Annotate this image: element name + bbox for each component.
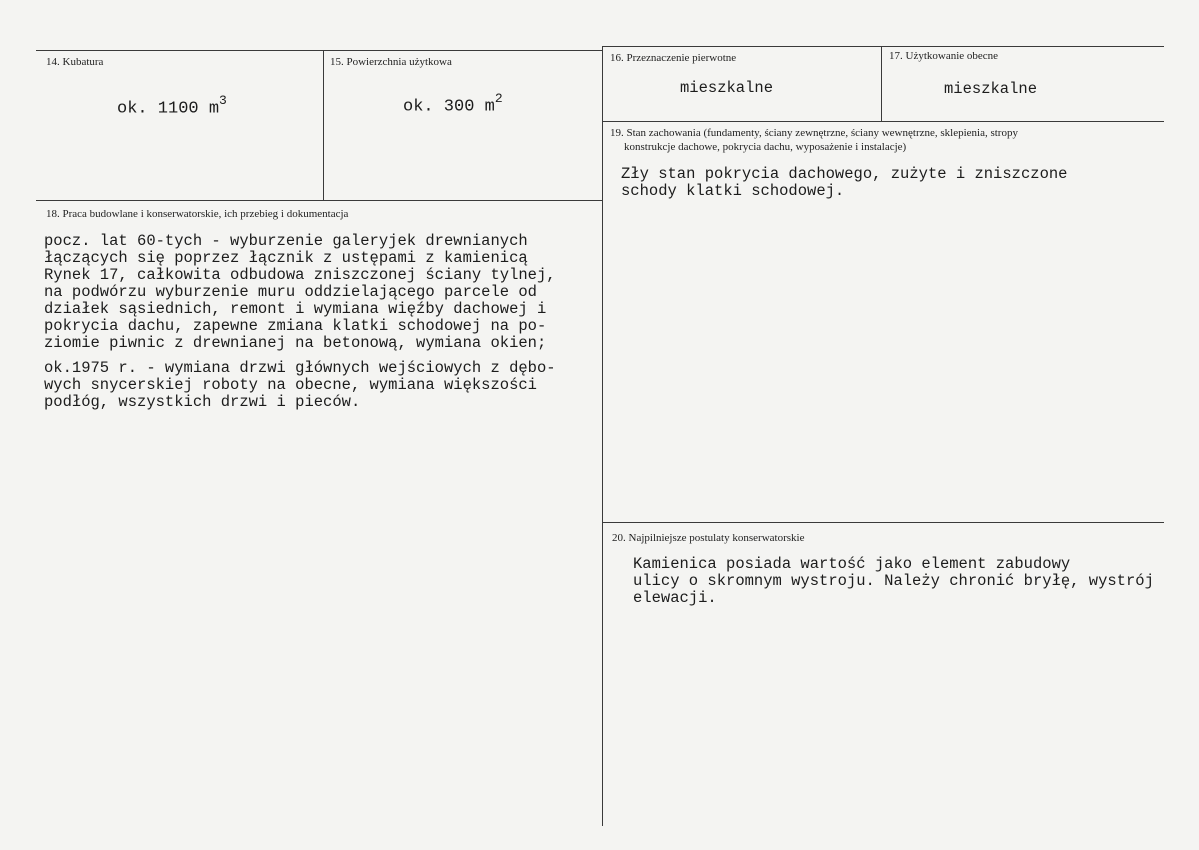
- prace-line-9: wych snycerskiej roboty na obecne, wymiana większości: [44, 376, 537, 394]
- uzytkowanie-label: 17. Użytkowanie obecne: [889, 50, 999, 62]
- prace-line-8: ok.1975 r. - wymiana drzwi głównych wejściowych z dębo-: [44, 359, 556, 377]
- top-rule-right: [602, 46, 1164, 47]
- stan-zachowania-line-2: schody klatki schodowej.: [621, 182, 845, 200]
- prace-line-7: ziomie piwnic z drewnianej na betonową, wymiana okien;: [44, 334, 547, 352]
- kubatura-value: [117, 94, 227, 118]
- prace-line-10: podłóg, wszystkich drzwi i pieców.: [44, 393, 361, 411]
- przeznaczenie-label: 16. Przeznaczenie pierwotne: [610, 52, 737, 64]
- rule-under-16-17: [602, 121, 1164, 122]
- powierzchnia-value-text: ok. 300 m: [403, 97, 495, 117]
- prace-line-6: pokrycia dachu, zapewne zmiana klatki schodowej na po-: [44, 317, 547, 335]
- prace-line-5: działek sąsiednich, remont i wymiana więźby dachowej i: [44, 300, 547, 318]
- uzytkowanie-value: mieszkalne: [944, 80, 1038, 98]
- top-rule-left: [36, 50, 602, 51]
- divider-16-17: [881, 46, 882, 122]
- stan-zachowania-label-2: konstrukcje dachowe, pokrycia dachu, wyposażenie i instalacje): [624, 141, 907, 153]
- stan-zachowania-label-1: 19. Stan zachowania (fundamenty, ściany zewnętrzne, ściany wewnętrzne, sklepienia, stropy: [610, 127, 1018, 139]
- rule-above-20: [602, 522, 1164, 523]
- postulaty-label: 20. Najpilniejsze postulaty konserwatorskie: [612, 532, 805, 544]
- powierzchnia-unit-exponent: 2: [494, 91, 503, 106]
- rule-above-18: [36, 200, 602, 201]
- kubatura-label: 14. Kubatura: [46, 56, 104, 68]
- divider-left-right: [602, 46, 603, 826]
- kubatura-value-text: ok. 1100 m: [117, 99, 220, 119]
- prace-budowlane-label: 18. Praca budowlane i konserwatorskie, ich przebieg i dokumentacja: [46, 208, 349, 220]
- prace-line-2: łączących się poprzez łącznik z ustępami z kamienicą: [44, 249, 528, 267]
- przeznaczenie-value: mieszkalne: [680, 79, 774, 97]
- postulaty-line-2: ulicy o skromnym wystroju. Należy chronić bryłę, wystrój: [633, 572, 1154, 590]
- postulaty-line-3: elewacji.: [633, 589, 717, 607]
- stan-zachowania-line-1: Zły stan pokrycia dachowego, zużyte i zniszczone: [621, 165, 1068, 183]
- divider-14-15: [323, 50, 324, 200]
- prace-line-3: Rynek 17, całkowita odbudowa zniszczonej ściany tylnej,: [44, 266, 556, 284]
- prace-line-4: na podwórzu wyburzenie muru oddzielającego parcele od: [44, 283, 537, 301]
- powierzchnia-value: [403, 92, 503, 116]
- postulaty-line-1: Kamienica posiada wartość jako element zabudowy: [633, 555, 1071, 573]
- prace-line-1: pocz. lat 60-tych - wyburzenie galeryjek drewnianych: [44, 232, 528, 250]
- kubatura-unit-exponent: 3: [219, 93, 227, 108]
- powierzchnia-label: 15. Powierzchnia użytkowa: [330, 56, 452, 68]
